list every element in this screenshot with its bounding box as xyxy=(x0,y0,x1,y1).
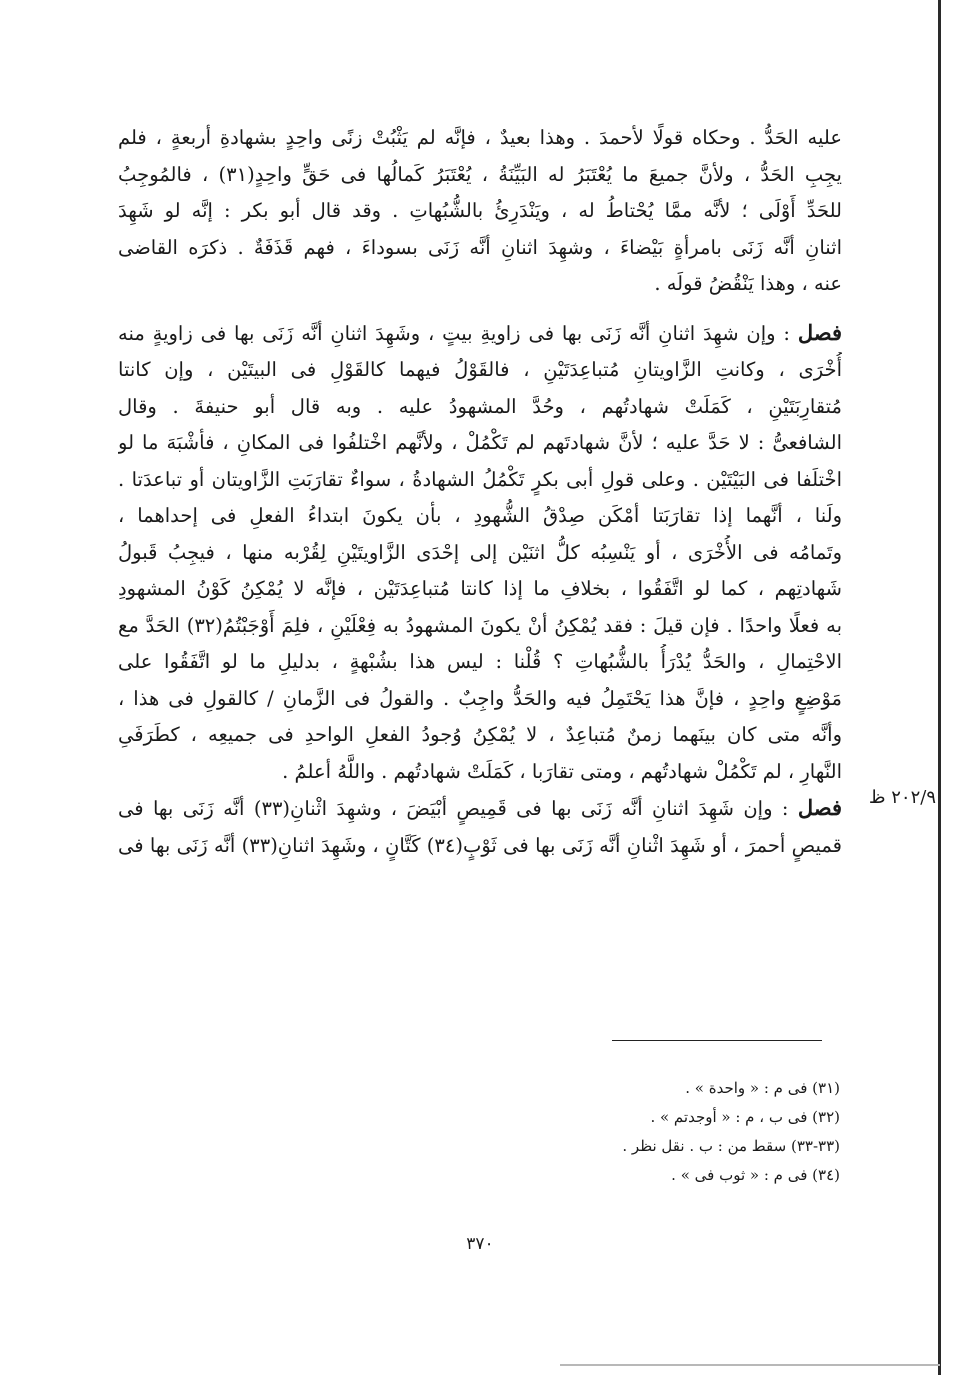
text-line: قميصٍ أحمرَ ، أو شَهِدَ اثْنانِ أنَّه زَنَى بها فى ثَوْبٍ(٣٤) كَتَّانٍ ، وشَهِدَ اثنانِ(٣٣) أنَّه زَنَى بها فى xyxy=(118,833,842,857)
text-line: اثنانِ أنَّه زَنَى بامرأةٍ بَيْضاءَ ، وشهِدَ اثنانِ أنَّه زَنَى بسوداءَ ، فهم قَذَفَةٌ . ذكرَه القاضى xyxy=(118,235,842,259)
footnote-item: (٣٣-٣٣) سقط من : ب . نقل نظر . xyxy=(622,1137,840,1155)
text-line: النَّهارِ ، لم تَكْمُلْ شهادتُهم ، ومتى تقارَبا ، كَمَلَتْ شهادتُهم . واللَّهُ أعلمُ . xyxy=(282,759,842,783)
text-line-body: : وإن شهِدَ اثنانِ أنَّه زَنَى بها فى زاويةِ بيتٍ ، وشَهِدَ اثنانِ أنَّه زَنَى بها فى زاويةٍ منه xyxy=(118,321,790,345)
footnote-divider xyxy=(612,1040,822,1041)
footnotes xyxy=(500,1074,840,1190)
text-line: وتَمامُه فى الأُخْرَى ، أو يَنْسِبُه كلُّ اثنَيْن إلى إحْدَى الزَّاويتَيْنِ لِقُرْبه منها ، فيجِبُ قَبولُ xyxy=(118,540,842,564)
footnote-item: (٣١) فى م : « واحدة » . xyxy=(685,1079,840,1097)
section-heading: فصل xyxy=(797,795,842,820)
text-line xyxy=(118,315,842,353)
margin-folio-note: ٢٠٢/٩ ظ xyxy=(868,787,936,808)
text-line: شَهادتِهم ، كما لو اتَّفَقُوا ، بخلافِ ما إذا كانتا مُتباعِدَتَيْن ، فإنَّه لا يُمْكِنُ كَوْنُ المشهودِ xyxy=(118,577,842,600)
text-line: مَوْضِعٍ واحِدٍ ، فإنَّ هذا يَحْتَمِلُ فيه والحَدُّ واجِبٌ . والقولُ فى الزَّمانِ / كالقولِ فى هذا ، xyxy=(118,686,842,710)
text-line-body: : وإن شَهِدَ اثنانِ أنَّه زَنَى بها فى قَمِيصٍ أبْيَضَ ، وشهِدَ اثْنانِ(٣٣) أنَّه زَنَى بها فى xyxy=(118,797,789,820)
text-line: أُخْرَى ، وكانتِ الزَّاويتانِ مُتباعِدَتَيْنِ ، فالقَوْلُ فيهما كالقَوْلِ فى البيتَيْن ، وإن كانتا xyxy=(118,358,842,381)
paragraph-3 xyxy=(118,790,842,864)
text-line: الشافعىُّ : لا حَدَّ عليه ؛ لأنَّ شهادتَهم لم تَكْمُلْ ، ولأنَّهم اخْتلفُوا فى المكانِ ، فأشْبَهَ ما لو xyxy=(118,431,842,454)
text-line: عنه ، وهذا يَنْقُضُ قولَه . xyxy=(654,272,842,295)
text-line: به فعلًا واحدًا . فإن قيلَ : فقد يُمْكِنُ أنْ يكونَ المشهودُ به فِعْلَيْنِ ، فلِمَ أَوْجَبْتُمُ(٣٢) الحَدَّ مع xyxy=(118,613,842,637)
footnote-item: (٣٤) فى م : « ثوب فى » . xyxy=(671,1166,840,1184)
text-line: مُتقارِبَتَيْنِ ، كَمَلَتْ شهادتُهم ، وحُدَّ المشهودُ عليه . وبه قال أبو حنيفةَ . وقال xyxy=(118,394,842,418)
scan-edge-right xyxy=(938,0,941,1375)
text-line: للحَدِّ أَوْلَى ؛ لأنَّه ممَّا يُحْتاطُ له ، ويَنْدَرِئُ بالشُّبُهاتِ . وقد قال أبو بكر : إنَّه لو شَهِدَ xyxy=(118,199,842,222)
footnote-item: (٣٢) فى ب ، م : « أوجدتم » . xyxy=(650,1108,840,1126)
text-line: ولَنا ، أنَّهما إذا تقارَبَتا أمْكَن صِدْقُ الشُّهودِ ، بأن يكونَ ابتداءُ الفعلِ فى إحداهما ، xyxy=(118,504,842,527)
paragraph-1 xyxy=(118,120,842,303)
paragraph-2 xyxy=(118,315,842,791)
text-line: عليه الحَدُّ . وحكاه قولًا لأحمدَ . وهذا بعيدٌ ، فإنَّه لم يَثْبُتْ زنًى واحِدٍ بشهادةِ أربعةٍ ، فلم xyxy=(118,126,842,149)
text-line: وأنَّه متى كان بينَهما زمنٌ مُتباعِدٌ ، لا يُمْكِنُ وُجودُ الفعلِ الواحدِ فى جميعِه ، كطَرَفَىِ xyxy=(118,723,842,746)
scan-edge-bottom xyxy=(560,1364,940,1366)
text-line: الاحْتِمالِ ، والحَدُّ يُدْرَأُ بالشُّبُهاتِ ؟ قُلْنا : ليس هذا بشُبْهةٍ ، بدليلِ ما لو اتَّفَقُوا على xyxy=(118,650,842,673)
text-line: يجِبِ الحَدُّ ، ولأنَّ جميعَ ما يُعْتَبَرُ له البَيِّنَةُ ، يُعْتَبَرُ كَمالُها فى حَقٍّ واحِدٍ(٣١) ، فالمُوجِبُ xyxy=(118,162,842,186)
text-line xyxy=(118,790,842,828)
text-line: اخْتلَفا فى البَيْتَيْن . وعلى قولِ أبى بكرٍ تَكْمُلُ الشهادةُ ، سواءٌ تقارَبَتِ الزَّاويتان أو تباعدَتا . xyxy=(118,467,842,491)
page-body xyxy=(118,120,842,864)
section-heading: فصل xyxy=(797,319,842,345)
page-number: ٣٧٠ xyxy=(466,1234,494,1254)
